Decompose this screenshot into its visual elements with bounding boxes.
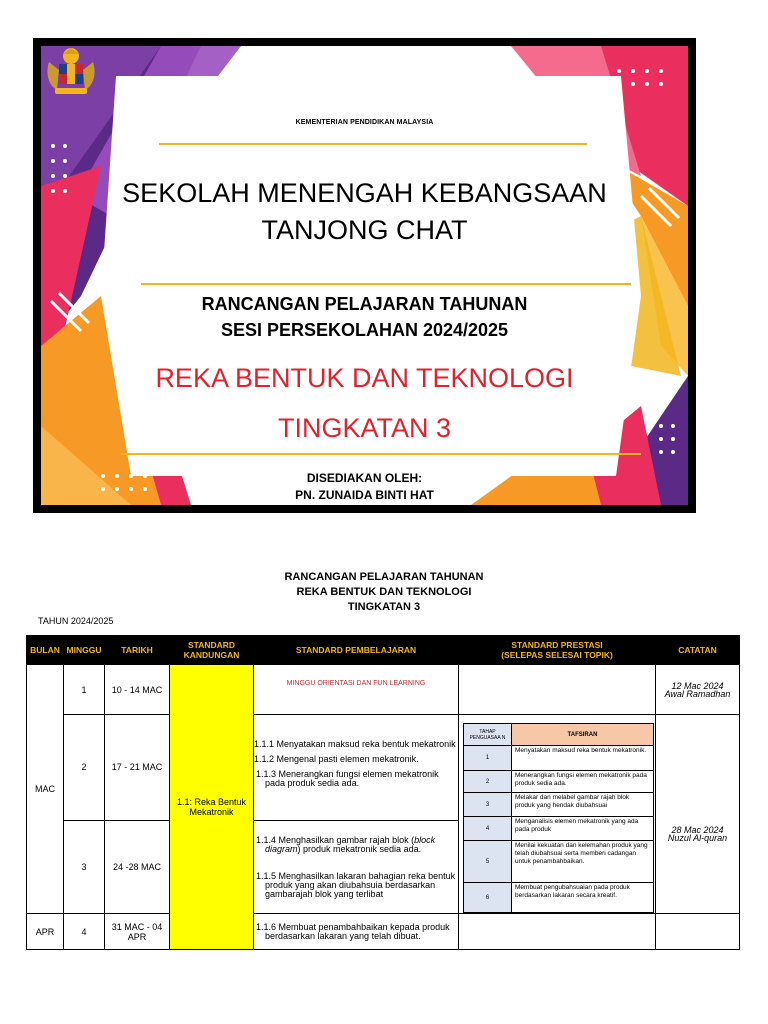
- header-kandungan-line1: STANDARD: [187, 640, 236, 650]
- performance-row: [464, 841, 654, 883]
- sp-112: 1.1.2 Mengenal pasti elemen mekatronik.: [254, 754, 419, 765]
- date-line1: 31 MAC - 04: [111, 921, 163, 932]
- header-tafsiran: TAFSIRAN: [512, 724, 654, 746]
- level-number: 6: [464, 883, 512, 913]
- level-number: 2: [464, 771, 512, 793]
- sp-114-part2: ) produk mekatronik sedia ada.: [297, 844, 422, 855]
- standard-pembelajaran-cell: [254, 914, 459, 950]
- header-standard-pembelajaran: STANDARD PEMBELAJARAN: [254, 636, 459, 665]
- week-cell: 1: [64, 665, 105, 715]
- level-number: 4: [464, 817, 512, 841]
- note-cell: [656, 665, 740, 715]
- header-standard-kandungan: [170, 636, 254, 665]
- document-title-line1: RANCANGAN PELAJARAN TAHUNAN: [284, 571, 484, 583]
- gold-divider: [141, 283, 631, 285]
- sp-113: 1.1.3 Menerangkan fungsi elemen mekatronik pada produk sedia ada.: [256, 769, 439, 789]
- ministry-label: KEMENTERIAN PENDIDIKAN MALAYSIA: [295, 119, 434, 126]
- subject-title: REKA BENTUK DAN TEKNOLOGI: [155, 363, 574, 393]
- prepared-by-name: PN. ZUNAIDA BINTI HAT: [295, 488, 434, 502]
- performance-header-row: [464, 724, 654, 746]
- sp-111: 1.1.1 Menyatakan maksud reka bentuk mekatronik: [254, 739, 456, 750]
- cover-artwork: [41, 46, 688, 505]
- header-minggu: MINGGU: [64, 636, 105, 665]
- level-number: 1: [464, 746, 512, 771]
- date-cell: 24 -28 MAC: [105, 820, 170, 913]
- document-title-line2: REKA BENTUK DAN TEKNOLOGI: [296, 586, 472, 598]
- header-tahap: TAHAP PENGUASAA N: [464, 724, 512, 746]
- level-description: Menerangkan fungsi elemen mekatronik pada produk sedia ada.: [512, 771, 654, 793]
- date-cell: 10 - 14 MAC: [105, 665, 170, 715]
- header-bulan: BULAN: [27, 636, 64, 665]
- performance-row: [464, 883, 654, 913]
- date-cell: 17 - 21 MAC: [105, 715, 170, 821]
- cover-page: [33, 38, 696, 513]
- school-name-line1: SEKOLAH MENENGAH KEBANGSAAN: [122, 178, 607, 208]
- school-name-line2: TANJONG CHAT: [261, 215, 468, 245]
- prestasi-empty-cell: [459, 914, 656, 950]
- document-title-line3: TINGKATAN 3: [347, 601, 421, 613]
- note-cell: [656, 715, 740, 914]
- standard-prestasi-cell: [459, 715, 656, 914]
- level-description: Membuat pengubahsuaian pada produk berdasarkan lakaran secara kreatif.: [512, 883, 654, 913]
- document-title: [0, 570, 768, 615]
- lesson-plan-table: [26, 635, 740, 950]
- note-event: Nuzul Al-quran: [667, 833, 728, 843]
- date-line2: APR: [127, 931, 147, 942]
- performance-row: [464, 771, 654, 793]
- header-tarikh: TARIKH: [105, 636, 170, 665]
- table-row: [27, 715, 740, 821]
- orientation-cell: [254, 665, 459, 715]
- month-cell-mac: MAC: [27, 665, 64, 914]
- orientation-text: MINGGU ORIENTASI DAN FUN LEARNING: [286, 680, 426, 687]
- jata-negara-crest-icon: [41, 46, 101, 98]
- level-number: 3: [464, 793, 512, 817]
- level-description: Menilai kekuatan dan kelemahan produk yang telah diubahsuai serta memberi cadangan untuk penambahbaikan.: [512, 841, 654, 883]
- table-row: [27, 914, 740, 950]
- standard-kandungan-cell: 1.1: Reka Bentuk Mekatronik: [170, 665, 254, 950]
- performance-row: [464, 817, 654, 841]
- sp-114-part1: 1.1.4 Menghasilkan gambar rajah blok (: [256, 835, 415, 846]
- prestasi-empty-cell: [459, 665, 656, 715]
- header-kandungan-line2: KANDUNGAN: [183, 650, 240, 660]
- gold-divider: [121, 453, 641, 455]
- note-event: Awal Ramadhan: [664, 688, 731, 699]
- sp-114: [256, 836, 458, 854]
- standard-pembelajaran-cell: [254, 715, 459, 821]
- table-header-row: [27, 636, 740, 665]
- gold-divider: [159, 143, 587, 145]
- week-cell: 2: [64, 715, 105, 821]
- week-cell: 4: [64, 914, 105, 950]
- header-prestasi-line1: STANDARD PRESTASI: [511, 640, 603, 650]
- year-label: TAHUN 2024/2025: [38, 616, 114, 626]
- form-title: TINGKATAN 3: [277, 413, 452, 443]
- level-number: 5: [464, 841, 512, 883]
- performance-level-table: [463, 723, 654, 913]
- month-cell-apr: APR: [27, 914, 64, 950]
- performance-row: [464, 793, 654, 817]
- performance-row: [464, 746, 654, 771]
- standard-pembelajaran-cell: [254, 820, 459, 913]
- plan-title-line1: RANCANGAN PELAJARAN TAHUNAN: [201, 294, 528, 314]
- note-date: 28 Mac 2024: [671, 825, 724, 835]
- note-date: 12 Mac 2024: [671, 680, 724, 691]
- sp-115: 1.1.5 Menghasilkan lakaran bahagian reka bentuk produk yang akan diubahsuia berdasarkan gambarajah blok yang terlibat: [256, 871, 456, 900]
- sp-114-term: block diagram: [265, 835, 436, 855]
- header-standard-prestasi: [459, 636, 656, 665]
- prepared-by-label: DISEDIAKAN OLEH:: [306, 471, 423, 485]
- note-empty-cell: [656, 914, 740, 950]
- plan-title-line2: SESI PERSEKOLAHAN 2024/2025: [220, 320, 509, 340]
- sp-116: 1.1.6 Membuat penambahbaikan kepada produk berdasarkan lakaran yang telah dibuat.: [256, 921, 450, 941]
- level-description: Menyatakan maksud reka bentuk mekatronik.: [512, 746, 654, 771]
- header-catatan: CATATAN: [656, 636, 740, 665]
- date-cell: [105, 914, 170, 950]
- level-description: Melakar dan melabel gambar rajah blok produk yang hendak diubahsuai: [512, 793, 654, 817]
- level-description: Menganalisis elemen mekatronik yang ada pada produk: [512, 817, 654, 841]
- week-cell: 3: [64, 820, 105, 913]
- table-row: [27, 665, 740, 715]
- header-prestasi-line2: (SELEPAS SELESAI TOPIK): [501, 650, 613, 660]
